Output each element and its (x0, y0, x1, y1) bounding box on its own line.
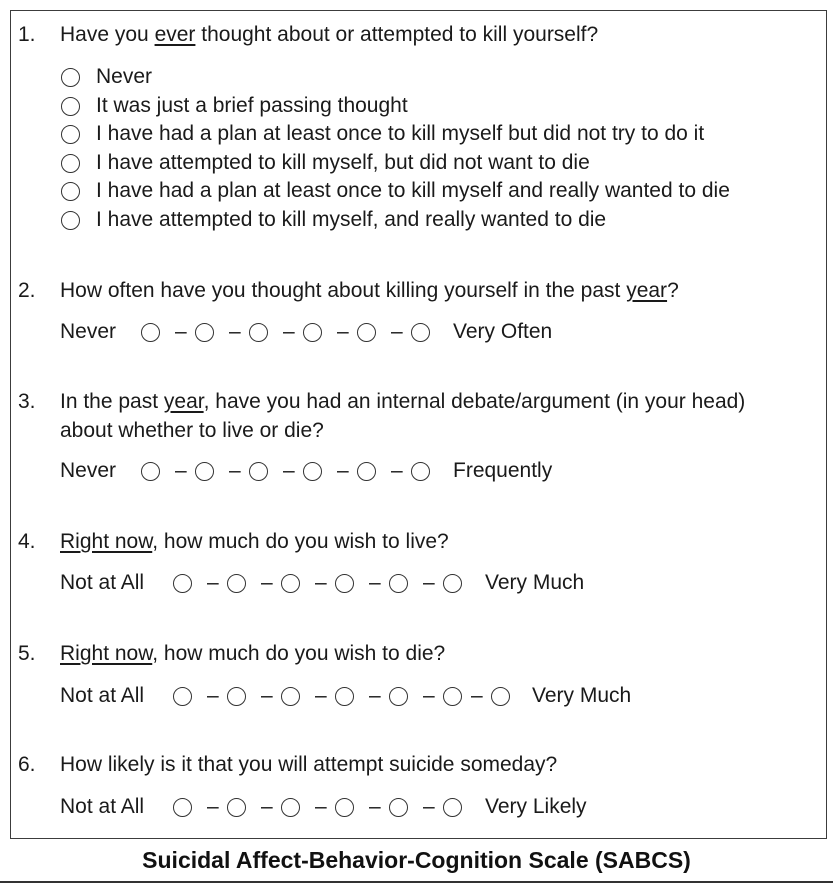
scale-separator: – (391, 459, 403, 482)
q1-option-5-label: I have had a plan at least once to kill myself and really wanted to die (96, 179, 730, 202)
q3-left-anchor: Never (60, 459, 117, 482)
q5-scale-radio-4[interactable] (335, 687, 354, 706)
q6-scale-radio-1[interactable] (173, 798, 192, 817)
question-4-text: Right now, how much do you wish to live? (60, 530, 449, 553)
scale-separator: – (283, 459, 295, 482)
q2-scale-radio-4[interactable] (303, 323, 322, 342)
q1-option-3-label: I have had a plan at least once to kill myself but did not try to do it (96, 122, 705, 145)
question-4-number: 4. (18, 530, 36, 553)
scale-separator: – (261, 684, 273, 707)
question-2-text: How often have you thought about killing yourself in the past year? (60, 279, 679, 302)
q5-scale-radio-2[interactable] (227, 687, 246, 706)
scale-separator: – (261, 795, 273, 818)
q5-scale-radio-5[interactable] (389, 687, 408, 706)
q1-option-6-radio[interactable] (61, 211, 80, 230)
scale-separator: – (229, 459, 241, 482)
scale-separator: – (337, 459, 349, 482)
q4-scale-radio-3[interactable] (281, 574, 300, 593)
scale-separator: – (229, 320, 241, 343)
bottom-divider (0, 881, 833, 883)
scale-separator: – (175, 320, 187, 343)
q4-scale-radio-1[interactable] (173, 574, 192, 593)
q3-scale-radio-1[interactable] (141, 462, 160, 481)
scale-separator: – (423, 571, 435, 594)
scale-separator: – (391, 320, 403, 343)
scale-separator: – (315, 795, 327, 818)
q2-scale-radio-5[interactable] (357, 323, 376, 342)
question-3-text-line2: about whether to live or die? (60, 419, 324, 442)
q4-left-anchor: Not at All (60, 571, 145, 594)
q6-scale-radio-3[interactable] (281, 798, 300, 817)
q1-option-5-radio[interactable] (61, 182, 80, 201)
q4-scale-radio-5[interactable] (389, 574, 408, 593)
q2-scale-radio-1[interactable] (141, 323, 160, 342)
q1-option-4-label: I have attempted to kill myself, but did not want to die (96, 151, 590, 174)
q4-scale-radio-6[interactable] (443, 574, 462, 593)
q2-scale-radio-2[interactable] (195, 323, 214, 342)
q6-scale-radio-6[interactable] (443, 798, 462, 817)
q6-scale-radio-2[interactable] (227, 798, 246, 817)
q2-scale-radio-6[interactable] (411, 323, 430, 342)
question-6-number: 6. (18, 753, 36, 776)
q1-option-1-label: Never (96, 65, 153, 88)
scale-separator: – (315, 684, 327, 707)
q4-scale-radio-2[interactable] (227, 574, 246, 593)
scale-separator: – (369, 684, 381, 707)
scale-separator: – (315, 571, 327, 594)
scale-caption: Suicidal Affect-Behavior-Cognition Scale (SABCS) (142, 847, 691, 873)
q1-option-3-radio[interactable] (61, 125, 80, 144)
q1-option-2-label: It was just a brief passing thought (96, 94, 408, 117)
q3-scale-radio-5[interactable] (357, 462, 376, 481)
scale-separator: – (369, 571, 381, 594)
question-1-number: 1. (18, 23, 36, 46)
q3-scale-radio-6[interactable] (411, 462, 430, 481)
question-3-number: 3. (18, 390, 36, 413)
scale-separator: – (207, 571, 219, 594)
q3-scale-radio-3[interactable] (249, 462, 268, 481)
scale-separator: – (283, 320, 295, 343)
scale-separator: – (261, 571, 273, 594)
q3-scale-radio-2[interactable] (195, 462, 214, 481)
scale-separator: – (175, 459, 187, 482)
question-5-number: 5. (18, 642, 36, 665)
q5-right-anchor: Very Much (532, 684, 632, 707)
q1-option-4-radio[interactable] (61, 154, 80, 173)
q3-scale-radio-4[interactable] (303, 462, 322, 481)
q1-option-1-radio[interactable] (61, 68, 80, 87)
scale-separator: – (423, 795, 435, 818)
q2-right-anchor: Very Often (453, 320, 553, 343)
scale-separator: – (471, 684, 483, 707)
question-2-number: 2. (18, 279, 36, 302)
scale-separator: – (207, 684, 219, 707)
question-5-text: Right now, how much do you wish to die? (60, 642, 446, 665)
q5-scale-radio-3[interactable] (281, 687, 300, 706)
q4-scale-radio-4[interactable] (335, 574, 354, 593)
q4-right-anchor: Very Much (485, 571, 585, 594)
q5-scale-radio-7[interactable] (491, 687, 510, 706)
q3-right-anchor: Frequently (453, 459, 553, 482)
q2-left-anchor: Never (60, 320, 117, 343)
question-6-text: How likely is it that you will attempt suicide someday? (60, 753, 558, 776)
q1-option-2-radio[interactable] (61, 97, 80, 116)
scale-separator: – (369, 795, 381, 818)
q5-scale-radio-1[interactable] (173, 687, 192, 706)
question-3-text: In the past year, have you had an internal debate/argument (in your head) (60, 390, 746, 413)
scale-separator: – (207, 795, 219, 818)
scale-separator: – (337, 320, 349, 343)
q6-left-anchor: Not at All (60, 795, 145, 818)
q6-scale-radio-4[interactable] (335, 798, 354, 817)
q2-scale-radio-3[interactable] (249, 323, 268, 342)
q6-scale-radio-5[interactable] (389, 798, 408, 817)
question-1-text: Have you ever thought about or attempted to kill yourself? (60, 23, 599, 46)
scale-separator: – (423, 684, 435, 707)
q5-left-anchor: Not at All (60, 684, 145, 707)
q5-scale-radio-6[interactable] (443, 687, 462, 706)
q1-option-6-label: I have attempted to kill myself, and really wanted to die (96, 208, 607, 231)
q6-right-anchor: Very Likely (485, 795, 587, 818)
